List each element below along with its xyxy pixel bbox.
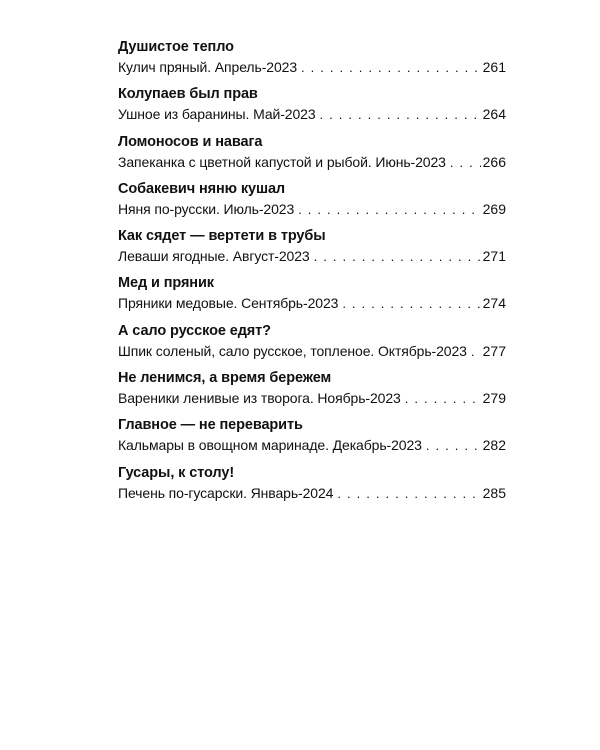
page-number: 261 <box>482 59 506 75</box>
toc-heading: Мед и пряник <box>118 275 214 292</box>
dot-leader <box>314 247 481 267</box>
toc-entry-text: Пряники медовые. Сентябрь-2023 <box>118 295 339 312</box>
toc-line <box>118 483 506 503</box>
page-number: 279 <box>482 390 506 407</box>
dot-leader <box>298 200 480 220</box>
dot-leader <box>471 342 481 362</box>
page-number: 282 <box>482 437 506 454</box>
toc-entry <box>118 368 506 408</box>
page-number: 285 <box>482 484 506 501</box>
toc-entry-text: Вареники ленивые из творога. Ноябрь-2023 <box>118 390 401 407</box>
table-of-contents <box>118 37 506 510</box>
page-number: 269 <box>482 200 506 217</box>
dot-leader <box>337 484 480 504</box>
toc-line <box>118 199 506 219</box>
toc-line <box>118 341 506 361</box>
toc-heading: Душистое тепло <box>118 39 234 55</box>
page-number: 274 <box>482 295 506 312</box>
toc-entry-text: Кулич пряный. Апрель-2023 <box>118 59 298 75</box>
page-number: 277 <box>482 342 506 359</box>
toc-entry <box>118 321 506 361</box>
page-number: 264 <box>482 106 506 123</box>
toc-entry <box>118 179 506 219</box>
toc-entry <box>118 37 506 77</box>
toc-entry <box>118 273 506 313</box>
toc-entry-text: Кальмары в овощном маринаде. Декабрь-2023 <box>118 437 422 454</box>
toc-line <box>118 388 506 408</box>
toc-line <box>118 293 506 313</box>
toc-line <box>118 246 506 266</box>
toc-entry <box>118 415 506 455</box>
toc-entry <box>118 463 506 503</box>
toc-heading: А сало русское едят? <box>118 322 271 339</box>
toc-heading: Не ленимся, а время бережем <box>118 370 332 387</box>
toc-line <box>118 435 506 455</box>
toc-entry-text: Няня по-русски. Июль-2023 <box>118 200 295 217</box>
toc-entry-text: Печень по-гусарски. Январь-2024 <box>118 484 334 501</box>
toc-line <box>118 104 506 124</box>
dot-leader <box>342 294 480 314</box>
toc-heading: Гусары, к столу! <box>118 464 235 481</box>
toc-heading: Ломоносов и навага <box>118 133 263 150</box>
toc-entry <box>118 84 506 124</box>
toc-line <box>118 152 506 172</box>
toc-heading: Главное — не переварить <box>118 417 303 434</box>
dot-leader <box>301 58 481 78</box>
toc-entry-text: Ушное из баранины. Май-2023 <box>118 106 316 123</box>
page-number: 271 <box>482 248 506 265</box>
toc-heading: Собакевич няню кушал <box>118 180 286 197</box>
dot-leader <box>450 153 481 173</box>
dot-leader <box>320 105 481 125</box>
toc-entry-text: Запеканка с цветной капустой и рыбой. Июнь-2023 <box>118 153 446 170</box>
page-number: 266 <box>482 153 506 170</box>
toc-entry <box>118 132 506 172</box>
toc-entry <box>118 226 506 266</box>
toc-heading: Колупаев был прав <box>118 86 258 103</box>
dot-leader <box>405 389 481 409</box>
dot-leader <box>426 436 481 456</box>
toc-line <box>118 57 506 77</box>
toc-entry-text: Шпик соленый, сало русское, топленое. Октябрь-2023 <box>118 342 467 359</box>
toc-heading: Как сядет — вертети в трубы <box>118 228 326 245</box>
toc-entry-text: Леваши ягодные. Август-2023 <box>118 248 310 265</box>
